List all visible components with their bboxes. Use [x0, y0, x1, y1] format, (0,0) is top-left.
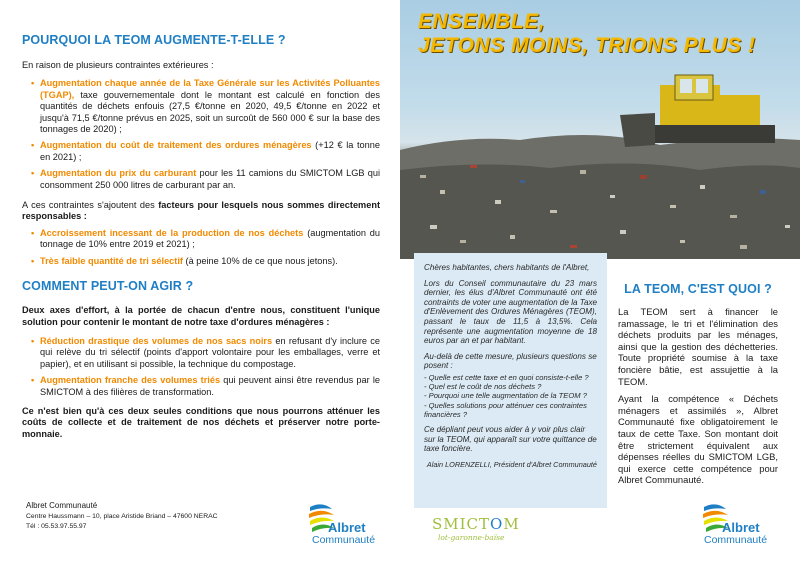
question-item: - Pourquoi une telle augmentation de la TEOM ?: [424, 391, 587, 401]
question-item: - Quelles solutions pour atténuer ces contraintes financières ?: [424, 400, 587, 419]
letter-greeting: Chères habitantes, chers habitants de l'Albret,: [424, 263, 590, 272]
list-item-bold: Augmentation du coût de traitement des ordures ménagères: [40, 140, 312, 151]
list-item-bold: Très faible quantité de tri sélectif: [40, 255, 183, 266]
list-item: [22, 140, 380, 163]
list-item: [22, 336, 380, 370]
list-item: [22, 375, 380, 398]
axes-text: Deux axes d'effort, à la portée de chacun d'entre nous, constituent l'unique solution pour contenir le montant de notre taxe d'ordures ménagères :: [22, 305, 380, 327]
bullet-icon: •: [31, 255, 35, 266]
footer-org: Albret Communauté: [26, 501, 98, 510]
bullet-icon: •: [31, 227, 35, 238]
landfill-photo: [400, 0, 800, 259]
smictom-logo: [432, 515, 520, 542]
list-item-text: (+12 € la tonne en 2021) ;: [40, 140, 380, 162]
albret-logo: [306, 499, 396, 549]
questions-list: [424, 373, 597, 419]
bulldozer: [620, 75, 775, 147]
smictom-logo-subtitle: lot-garonne-baïse: [438, 533, 505, 542]
list-item-text: en refusant d'y inclure ce qui relève du tri sélectif (points d'apport volontaire pour les emballages, verre et papier), et en utilisant si possible, la technique du compostage.: [40, 335, 380, 369]
list-item-text: taxe gouvernementale dont le montant est calculé en fonction des quantités de déchets enfouis (27,5 €/tonne en 2020, 49,5 €/tonne en 2022 et jusqu'à 71,5 €/tonne prévus en 2025, soit un surcoût de 560 000 € sur la base des tonnages de 2020) ;: [40, 89, 380, 135]
list-item-bold: Accroissement incessant de la production de nos déchets: [40, 227, 304, 238]
smictom-logo-part1: SMICT: [432, 515, 491, 533]
photo-title: [418, 10, 755, 58]
conclusion-text: Ce n'est bien qu'à ces deux seules conditions que nous pourrons atténuer les coûts de collecte et de traitement de nos déchets et préserver notre porte-monnaie.: [22, 405, 380, 439]
constraints-list: [22, 78, 380, 191]
mayor-letter-panel: [414, 253, 607, 508]
list-item-bold: Augmentation franche des volumes triés: [40, 375, 221, 386]
bullet-icon: •: [31, 78, 35, 89]
factors-bold: facteurs pour lesquels nous sommes directement responsables :: [22, 200, 380, 222]
albret-logo: [700, 499, 790, 549]
teom-competence: Ayant la compétence « Déchets ménagers et assimilés », Albret Communauté fixe obligatoirement le taux de cette Taxe. Son montant doit être strictement équivalent aux dépenses réelles du SMICTOM LGB, qui exerce cette compétence pour Albret Communauté.: [618, 393, 778, 486]
albret-logo-word1: Albret: [328, 520, 366, 535]
list-item-bold: Augmentation chaque année de la Taxe Générale sur les Activités Polluantes (TGAP),: [40, 78, 380, 100]
letter-paragraph-1: Lors du Conseil communautaire du 23 mars dernier, les élus d'Albret Communauté ont été contraints de voter une augmentation de la Taxe d'Enlèvement des Ordures Ménagères (TEOM), passant le taux de 11,5 à 13,5%. Cela représente une augmentation moyenne de 18 euros par an et par habitant.: [424, 278, 597, 346]
list-item: [22, 228, 380, 251]
list-item-bold: Augmentation du prix du carburant: [40, 168, 197, 179]
bullet-icon: •: [31, 140, 35, 151]
footer-address-line: Centre Haussmann – 10, place Aristide Briand – 47600 NERAC: [26, 512, 218, 520]
list-item-bold: Réduction drastique des volumes de nos sacs noirs: [40, 335, 273, 346]
list-item-text: qui peuvent ainsi être revendus par le SMICTOM à des filières de transformation.: [40, 375, 381, 397]
list-item: [22, 256, 380, 267]
list-item-text: (à peine 10% de ce que nous jetons).: [182, 255, 338, 266]
factors-text: [22, 200, 380, 223]
list-item-text: (augmentation du tonnage de 10% entre 2019 et 2021) ;: [40, 227, 380, 250]
factors-pre: A ces contraintes s'ajoutent des: [22, 200, 159, 211]
letter-paragraph-2: Au-delà de cette mesure, plusieurs questions se posent :: [424, 351, 597, 371]
photo-title-line2: JETONS MOINS, TRIONS PLUS !: [418, 34, 756, 57]
albret-logo-word2: Communauté: [704, 534, 768, 546]
letter-paragraph-3: Ce dépliant peut vous aider à y voir plus clair sur la TEOM, qui apparaît sur votre quittance de taxe foncière.: [424, 424, 597, 454]
albret-logo-word2: Communauté: [312, 534, 376, 546]
smictom-logo-part2: M: [503, 515, 520, 533]
bullet-icon: •: [31, 375, 35, 386]
heading-what-is-teom: LA TEOM, C'EST QUOI ?: [624, 282, 772, 296]
question-item: - Quel est le coût de nos déchets ?: [424, 382, 542, 392]
footer-address: [26, 501, 218, 533]
bullet-icon: •: [31, 335, 35, 346]
bullet-icon: •: [31, 168, 35, 179]
right-column: [618, 282, 778, 492]
photo-title-line1: ENSEMBLE,: [418, 10, 546, 33]
responsibility-list: [22, 228, 380, 267]
footer-phone: Tél : 05.53.97.55.97: [26, 523, 87, 530]
list-item: [22, 168, 380, 191]
heading-how-to-act: COMMENT PEUT-ON AGIR ?: [22, 279, 194, 294]
heading-why-teom-increases: POURQUOI LA TEOM AUGMENTE-T-ELLE ?: [22, 33, 286, 47]
list-item: [22, 78, 380, 135]
letter-signature: Alain LORENZELLI, Président d'Albret Communauté: [426, 459, 597, 469]
left-column: [22, 22, 380, 440]
teom-definition: La TEOM sert à financer le ramassage, le tri et l'élimination des déchets produits par les ménages, ainsi que la gestion des déchetteries. Toute propriété soumise à la taxe foncière bâtie, est assujettie à la TEOM.: [618, 306, 778, 387]
intro-text: En raison de plusieurs contraintes extérieures :: [22, 60, 214, 70]
smictom-logo-o: O: [490, 515, 504, 533]
question-item: - Quelle est cette taxe et en quoi consiste-t-elle ?: [424, 372, 589, 382]
actions-list: [22, 336, 380, 398]
list-item-text: pour les 11 camions du SMICTOM LGB qui consomment 250 000 litres de carburant par an.: [40, 168, 380, 190]
albret-logo-word1: Albret: [722, 520, 760, 535]
smictom-logo-text: [432, 515, 520, 533]
